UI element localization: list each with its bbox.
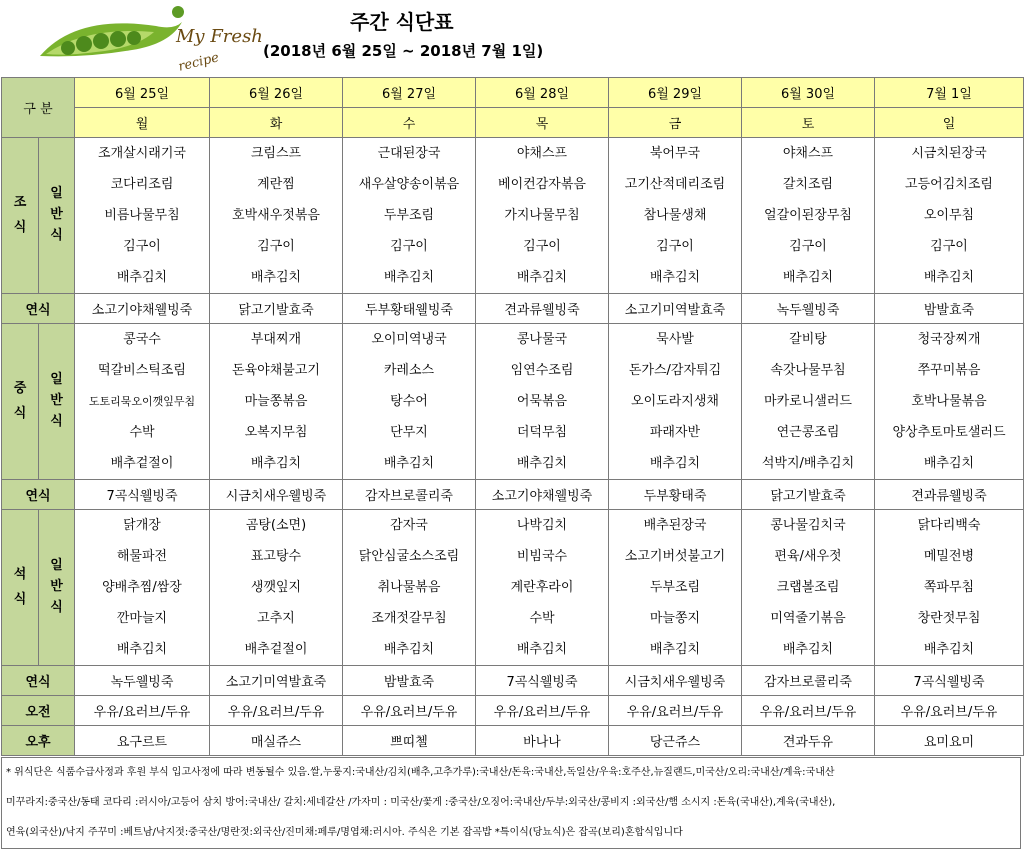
weekly-menu-table [1, 77, 1024, 756]
dish-item: 양상추토마토샐러드 [892, 425, 1006, 440]
dish-item: 김구이 [656, 239, 694, 254]
note-line: * 위식단은 식품수급사정과 후원 부식 입고사정에 따라 변동될수 있음.쌀,누룽지:국내산/김치(배추,고추가루):국내산/돈육:국내산,독일산/우육:호주산,뉴질랜드,미국산/오리:국내산/계육:국내산 [6, 767, 835, 778]
lunch-soft-cell: 7곡식웰빙죽 [75, 480, 210, 510]
breakfast-general-row [2, 138, 1024, 294]
dish-item: 어묵볶음 [516, 394, 568, 409]
dish-item: 배추김치 [923, 642, 975, 657]
day-header: 월 [75, 108, 210, 138]
logo-text: My Fresh [176, 26, 263, 47]
dish-item: 부대찌개 [250, 332, 302, 347]
dish-item: 콩국수 [123, 332, 161, 347]
day-header: 금 [609, 108, 742, 138]
day-header: 일 [875, 108, 1024, 138]
breakfast-menu-cell [75, 138, 210, 294]
dish-item: 감자국 [390, 518, 428, 533]
dish-item: 얼갈이된장무침 [764, 208, 852, 223]
dish-item: 코다리조림 [110, 177, 174, 192]
date-header: 6월 30일 [742, 78, 875, 108]
breakfast-soft-cell: 닭고기발효죽 [210, 294, 343, 324]
dish-item: 배추된장국 [643, 518, 707, 533]
dish-item: 쭈꾸미볶음 [917, 363, 981, 378]
dinner-general-row [2, 510, 1024, 666]
dish-item: 크랩볼조림 [776, 580, 840, 595]
dish-item: 가지나물무침 [504, 208, 580, 223]
day-header: 화 [210, 108, 343, 138]
dish-item: 오이미역냉국 [371, 332, 447, 347]
page-title: 주간 식단표 [350, 10, 454, 34]
dish-item: 닭개장 [123, 518, 161, 533]
dinner-soft-cell: 시금치새우웰빙죽 [609, 666, 742, 696]
breakfast-soft-row [2, 294, 1024, 324]
dish-item: 시금치된장국 [911, 146, 987, 161]
dinner-soft-label: 연식 [2, 666, 75, 696]
dish-item: 도토리묵오이깻잎무침 [88, 395, 196, 408]
dish-item: 오이무침 [923, 208, 975, 223]
dish-item: 호박새우젓볶음 [232, 208, 320, 223]
am-snack-row [2, 696, 1024, 726]
dish-item: 마늘쫑지 [649, 611, 701, 626]
dish-item: 새우살양송이볶음 [358, 177, 460, 192]
breakfast-soft-cell: 녹두웰빙죽 [742, 294, 875, 324]
am-snack-cell: 우유/요러브/두유 [75, 696, 210, 726]
dish-item: 마늘쫑볶음 [244, 394, 308, 409]
lunch-sub-label: 일반식 [39, 324, 75, 480]
breakfast-menu-cell [742, 138, 875, 294]
pm-snack-label: 오후 [2, 726, 75, 756]
date-range: (2018년 6월 25일 ~ 2018년 7월 1일) [263, 42, 544, 60]
dinner-soft-cell: 7곡식웰빙죽 [476, 666, 609, 696]
dish-item: 김구이 [123, 239, 161, 254]
am-snack-cell: 우유/요러브/두유 [875, 696, 1024, 726]
corner-label: 구 분 [2, 78, 75, 138]
breakfast-menu-cell [476, 138, 609, 294]
dish-item: 미역줄기볶음 [770, 611, 846, 626]
breakfast-menu-cell [343, 138, 476, 294]
dish-item: 닭안심굴소스조림 [358, 549, 460, 564]
dish-item: 연근콩조림 [776, 425, 840, 440]
dish-item: 김구이 [390, 239, 428, 254]
date-header: 6월 29일 [609, 78, 742, 108]
dish-item: 배추김치 [383, 270, 435, 285]
lunch-soft-cell: 시금치새우웰빙죽 [210, 480, 343, 510]
lunch-menu-cell [742, 324, 875, 480]
dish-item: 속갓나물무침 [770, 363, 846, 378]
dinner-menu-cell [609, 510, 742, 666]
dish-item: 닭다리백숙 [917, 518, 981, 533]
dish-item: 근대된장국 [377, 146, 441, 161]
day-header: 수 [343, 108, 476, 138]
dish-item: 배추김치 [116, 642, 168, 657]
breakfast-soft-cell: 밤발효죽 [875, 294, 1024, 324]
lunch-menu-cell [75, 324, 210, 480]
breakfast-soft-cell: 두부황태웰빙죽 [343, 294, 476, 324]
dish-item: 고추지 [257, 611, 295, 626]
dish-item: 배추김치 [782, 642, 834, 657]
dish-item: 카레소스 [383, 363, 435, 378]
lunch-soft-cell: 소고기야채웰빙죽 [476, 480, 609, 510]
dinner-menu-cell [476, 510, 609, 666]
days-row [2, 108, 1024, 138]
dish-item: 갈치조림 [782, 177, 834, 192]
dinner-menu-cell [210, 510, 343, 666]
pm-snack-cell: 바나나 [476, 726, 609, 756]
lunch-soft-cell: 닭고기발효죽 [742, 480, 875, 510]
dinner-menu-cell [875, 510, 1024, 666]
dish-item: 배추김치 [516, 456, 568, 471]
dish-item: 콩나물국 [516, 332, 568, 347]
dish-item: 고기산적데리조림 [624, 177, 726, 192]
pm-snack-cell: 당근쥬스 [609, 726, 742, 756]
dish-item: 두부조림 [383, 208, 435, 223]
breakfast-menu-cell [875, 138, 1024, 294]
dinner-soft-cell: 7곡식웰빙죽 [875, 666, 1024, 696]
dish-item: 배추겉절이 [244, 642, 308, 657]
dish-item: 갈비탕 [789, 332, 827, 347]
dish-item: 배추김치 [516, 270, 568, 285]
dish-item: 배추김치 [649, 270, 701, 285]
dinner-soft-cell: 감자브로콜리죽 [742, 666, 875, 696]
dish-item: 생깻잎지 [250, 580, 302, 595]
am-snack-label: 오전 [2, 696, 75, 726]
dish-item: 김구이 [523, 239, 561, 254]
dish-item: 표고탕수 [250, 549, 302, 564]
dish-item: 소고기버섯불고기 [624, 549, 726, 564]
notes-box [1, 757, 1021, 849]
dinner-menu-cell [742, 510, 875, 666]
dish-item: 김구이 [789, 239, 827, 254]
pm-snack-cell: 견과두유 [742, 726, 875, 756]
dish-item: 조개젓갈무침 [371, 611, 447, 626]
date-header: 6월 26일 [210, 78, 343, 108]
dish-item: 묵사발 [656, 332, 694, 347]
breakfast-soft-cell: 소고기야채웰빙죽 [75, 294, 210, 324]
dish-item: 배추김치 [649, 456, 701, 471]
day-header: 토 [742, 108, 875, 138]
dish-item: 크림스프 [250, 146, 302, 161]
date-header: 6월 27일 [343, 78, 476, 108]
day-header: 목 [476, 108, 609, 138]
dish-item: 콩나물김치국 [770, 518, 846, 533]
pm-snack-cell: 요구르트 [75, 726, 210, 756]
breakfast-soft-label: 연식 [2, 294, 75, 324]
pm-snack-cell: 요미요미 [875, 726, 1024, 756]
dinner-soft-row [2, 666, 1024, 696]
pea-pod-logo-icon [36, 4, 186, 64]
dish-item: 배추김치 [923, 270, 975, 285]
dish-item: 단무지 [390, 425, 428, 440]
am-snack-cell: 우유/요러브/두유 [210, 696, 343, 726]
dish-item: 김구이 [257, 239, 295, 254]
dish-item: 배추김치 [649, 642, 701, 657]
dinner-menu-cell [343, 510, 476, 666]
lunch-soft-cell: 감자브로콜리죽 [343, 480, 476, 510]
date-header: 7월 1일 [875, 78, 1024, 108]
dish-item: 조개살시래기국 [98, 146, 186, 161]
dish-item: 메밀전병 [923, 549, 975, 564]
dish-item: 떡갈비스틱조림 [98, 363, 186, 378]
dates-row [2, 78, 1024, 108]
am-snack-cell: 우유/요러브/두유 [343, 696, 476, 726]
dish-item: 청국장찌개 [917, 332, 981, 347]
lunch-soft-cell: 견과류웰빙죽 [875, 480, 1024, 510]
dish-item: 탕수어 [390, 394, 428, 409]
dinner-section-label: 석식 [2, 510, 39, 666]
dish-item: 배추겉절이 [110, 456, 174, 471]
dish-item: 돈가스/감자튀김 [628, 363, 722, 378]
breakfast-soft-cell: 소고기미역발효죽 [609, 294, 742, 324]
dish-item: 해물파전 [116, 549, 168, 564]
dish-item: 나박김치 [516, 518, 568, 533]
dinner-soft-cell: 녹두웰빙죽 [75, 666, 210, 696]
dish-item: 야채스프 [782, 146, 834, 161]
dish-item: 두부조림 [649, 580, 701, 595]
dish-item: 파래자반 [649, 425, 701, 440]
dish-item: 임연수조림 [510, 363, 574, 378]
lunch-menu-cell [609, 324, 742, 480]
dinner-sub-label: 일반식 [39, 510, 75, 666]
dish-item: 수박 [529, 611, 555, 626]
dish-item: 곰탕(소면) [245, 518, 307, 533]
dish-item: 고등어김치조림 [905, 177, 993, 192]
dish-item: 배추김치 [383, 642, 435, 657]
dish-item: 배추김치 [116, 270, 168, 285]
dish-item: 수박 [129, 425, 155, 440]
logo-subtext: recipe [176, 50, 221, 75]
dish-item: 편육/새우젓 [774, 549, 842, 564]
lunch-soft-cell: 두부황태죽 [609, 480, 742, 510]
dish-item: 참나물생채 [643, 208, 707, 223]
dish-item: 배추김치 [923, 456, 975, 471]
dish-item: 쪽파무침 [923, 580, 975, 595]
dish-item: 취나물볶음 [377, 580, 441, 595]
am-snack-cell: 우유/요러브/두유 [609, 696, 742, 726]
lunch-menu-cell [343, 324, 476, 480]
dish-item: 배추김치 [782, 270, 834, 285]
note-line: 연육(외국산)/낙지 주꾸미 :베트남/낙지젓:중국산/명란젓:외국산/진미채:페루/명엽채:러시아. 주식은 기본 잡곡밥 *특이식(당뇨식)은 잡곡(보리)혼합식입니다 [6, 827, 683, 838]
am-snack-cell: 우유/요러브/두유 [476, 696, 609, 726]
am-snack-cell: 우유/요러브/두유 [742, 696, 875, 726]
breakfast-sub-label: 일반식 [39, 138, 75, 294]
dish-item: 깐마늘지 [116, 611, 168, 626]
dish-item: 베이컨감자볶음 [498, 177, 586, 192]
dish-item: 더덕무침 [516, 425, 568, 440]
date-header: 6월 28일 [476, 78, 609, 108]
dish-item: 석박지/배추김치 [761, 456, 855, 471]
note-line: 미꾸라지:중국산/동태 코다리 :러시아/고등어 삼치 방어:국내산/ 갈치:세네갈산 /가자미 : 미국산/꽃게 :중국산/오징어:국내산/두부:외국산/콩비지 :외국산/햄 소시지 :돈육(국내산),계육(국내산), [6, 797, 836, 808]
dish-item: 북어무국 [649, 146, 701, 161]
lunch-menu-cell [875, 324, 1024, 480]
dish-item: 오복지무침 [244, 425, 308, 440]
dish-item: 배추김치 [516, 642, 568, 657]
breakfast-menu-cell [210, 138, 343, 294]
dish-item: 비름나물무침 [104, 208, 180, 223]
breakfast-soft-cell: 견과류웰빙죽 [476, 294, 609, 324]
dish-item: 오이도라지생채 [631, 394, 719, 409]
dish-item: 배추김치 [383, 456, 435, 471]
dish-item: 야채스프 [516, 146, 568, 161]
dish-item: 돈육야채불고기 [232, 363, 320, 378]
dish-item: 계란후라이 [510, 580, 574, 595]
dinner-menu-cell [75, 510, 210, 666]
dish-item: 양배추찜/쌈장 [102, 580, 182, 595]
breakfast-menu-cell [609, 138, 742, 294]
dish-item: 김구이 [930, 239, 968, 254]
page-header [0, 0, 1024, 76]
lunch-menu-cell [210, 324, 343, 480]
lunch-general-row [2, 324, 1024, 480]
date-header: 6월 25일 [75, 78, 210, 108]
dinner-soft-cell: 소고기미역발효죽 [210, 666, 343, 696]
dish-item: 호박나물볶음 [911, 394, 987, 409]
dinner-soft-cell: 밤발효죽 [343, 666, 476, 696]
dish-item: 비빔국수 [516, 549, 568, 564]
pm-snack-row [2, 726, 1024, 756]
dish-item: 배추김치 [250, 270, 302, 285]
dish-item: 계란찜 [257, 177, 295, 192]
pm-snack-cell: 매실쥬스 [210, 726, 343, 756]
lunch-soft-row [2, 480, 1024, 510]
breakfast-section-label: 조식 [2, 138, 39, 294]
dish-item: 창란젓무침 [917, 611, 981, 626]
lunch-section-label: 중식 [2, 324, 39, 480]
pm-snack-cell: 쁘띠첼 [343, 726, 476, 756]
dish-item: 마카로니샐러드 [764, 394, 852, 409]
lunch-soft-label: 연식 [2, 480, 75, 510]
dish-item: 배추김치 [250, 456, 302, 471]
lunch-menu-cell [476, 324, 609, 480]
